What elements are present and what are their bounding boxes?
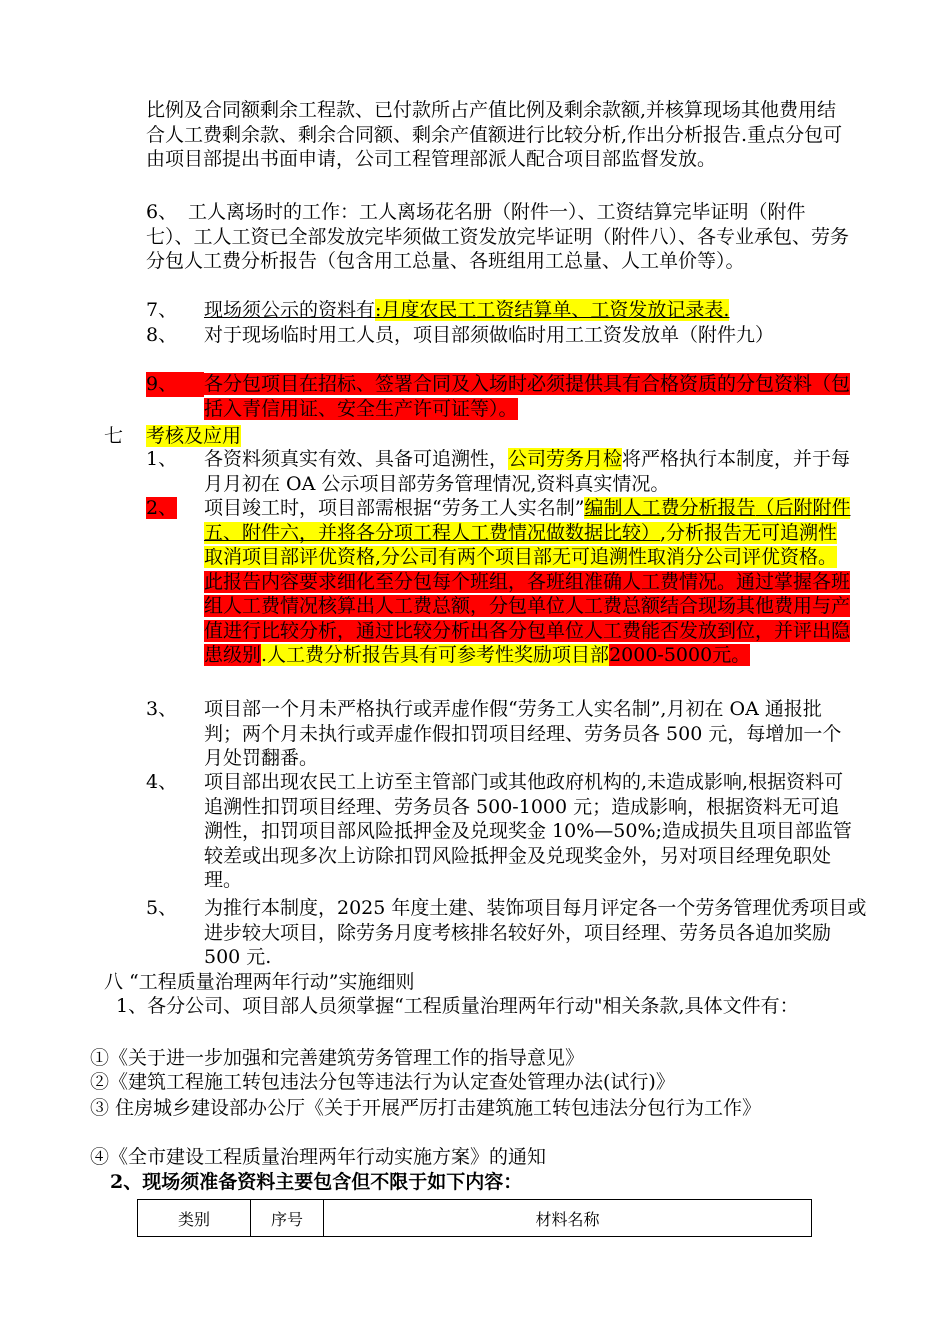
doc-ref-1: ①《关于进一步加强和完善建筑劳务管理工作的指导意见》	[90, 1047, 585, 1069]
s7-item-2-h: 元。	[712, 644, 751, 666]
doc-ref-4: ④《全市建设工程质量治理两年行动实施方案》的通知	[90, 1146, 547, 1168]
doc-ref-3: ③ 住房城乡建设部办公厅《关于开展严厉打击建筑施工转包违法分包行为工作》	[90, 1097, 762, 1119]
table-header-number: 序号	[251, 1200, 324, 1237]
item-9-text-span: 各分包项目在招标、签署合同及入场时必须提供具有合格资质的分包资料（包括入青信用证、安全生产许可证等）。	[204, 373, 851, 420]
s7-item-1-number: 1、	[146, 448, 178, 470]
item-8-text: 对于现场临时用工人员，项目部须做临时用工工资发放单（附件九）	[204, 324, 775, 346]
s7-item-1-text	[204, 447, 854, 496]
s7-item-3-text: 项目部一个月未严格执行或弄虚作假“劳务工人实名制”,月初在 OA 通报批判；两个月未执行或弄虚作假扣罚项目经理、劳务员各 500 元，每增加一个月处罚翻番。	[204, 698, 842, 769]
doc-ref-2: ②《建筑工程施工转包违法分包等违法行为认定查处管理办法(试行)》	[90, 1071, 675, 1093]
s7-item-2-f: .人工费分析报告具有可参考性奖励项目部	[261, 644, 610, 666]
s7-item-4-text: 项目部出现农民工上访至主管部门或其他政府机构的,未造成影响,根据资料可追溯性扣罚项目经理、劳务员各 500-1000 元；造成影响，根据资料无可追溯性，扣罚项目部风险抵押金及兑现奖金 10%—50%;造成损失且项目部监管较差或出现多次上访除扣罚风险抵押金及兑现奖金外，另对项目经理免职处理。	[204, 771, 852, 891]
paragraph-continued: 比例及合同额剩余工程款、已付款所占产值比例及剩余款额,并核算现场其他费用结合人工费剩余款、剩余合同额、剩余产值额进行比较分析,作出分析报告.重点分包可由项目部提出书面申请，公司工程管理部派人配合项目部监督发放。	[146, 99, 843, 170]
s7-item-2-c: （后附附件五、附件六，并将各分项工程人工费情况做数据比较）	[204, 497, 851, 544]
s7-item-1-b: 公司劳务月检	[508, 448, 623, 470]
s7-item-2-number	[146, 496, 177, 521]
item-7-text-a: 现场须公示的资料有	[204, 299, 376, 321]
table-header-row	[138, 1200, 812, 1237]
s7-item-2-a: 项目竣工时，项目部需根据“劳务工人实名制”	[204, 497, 585, 519]
section-8-title: 八 “工程质量治理两年行动”实施细则	[104, 971, 415, 993]
table-header-category: 类别	[138, 1200, 251, 1237]
s7-item-2-number-span: 2、	[146, 497, 178, 519]
materials-table	[137, 1199, 812, 1237]
item-9-text	[204, 372, 854, 421]
item-7-text	[204, 298, 854, 323]
s7-item-5-number: 5、	[146, 897, 178, 919]
s7-item-2-d: ,分析报告无可追溯性取消项目部评优资格,分公司有两个项目部无可追溯性取消分公司评优资格。	[204, 521, 838, 568]
item-7-text-b: :月度农民工工资结算单、工资发放记录表.	[375, 299, 730, 321]
s8-item-1: 1、各分公司、项目部人员须掌握“工程质量治理两年行动"相关条款,具体文件有：	[116, 995, 799, 1017]
s8-item-2: 2、现场须准备资料主要包含但不限于如下内容：	[110, 1171, 523, 1193]
section-7-title-span: 考核及应用	[146, 425, 242, 447]
s7-item-3-number: 3、	[146, 698, 178, 720]
item-8-number: 8、	[146, 324, 178, 346]
s7-item-2-g: 2000-5000	[609, 644, 713, 666]
item-6-text: 工人离场时的工作：工人离场花名册（附件一）、工资结算完毕证明（附件七）、工人工资已全部发放完毕须做工资发放完毕证明（附件八）、各专业承包、劳务分包人工费分析报告（包含用工总量、各班组用工总量、人工单价等）。	[146, 201, 850, 272]
s7-item-5-text: 为推行本制度，2025 年度土建、装饰项目每月评定各一个劳务管理优秀项目或进步较大项目，除劳务月度考核排名较好外，项目经理、劳务员各追加奖励 500 元.	[204, 897, 867, 968]
section-7-number: 七	[104, 425, 124, 447]
s7-item-2-e: 此报告内容要求细化至分包每个班组，各班组准确人工费情况。通过掌握各班组人工费情况核算出人工费总额，分包单位人工费总额结合现场其他费用与产值进行比较分析，通过比较分析出各分包单位人工费能否发放到位，并评出隐患级别	[204, 570, 851, 666]
item-9-number: 9、	[146, 372, 204, 397]
s7-item-2-text	[204, 496, 854, 668]
s7-item-2-b: 编制人工费分析报告	[584, 497, 756, 519]
table-header-material-name: 材料名称	[324, 1200, 812, 1237]
item-7-number: 7、	[146, 299, 178, 321]
item-6-number: 6、	[146, 201, 178, 223]
section-7-title	[146, 424, 241, 449]
s7-item-1-c: 将严格执行本制度，并于每月月初在 OA 公示项目部劳务管理情况,资料真实情况。	[204, 448, 851, 495]
s7-item-4-number: 4、	[146, 771, 178, 793]
s7-item-1-a: 各资料须真实有效、具备可追溯性，	[204, 448, 509, 470]
